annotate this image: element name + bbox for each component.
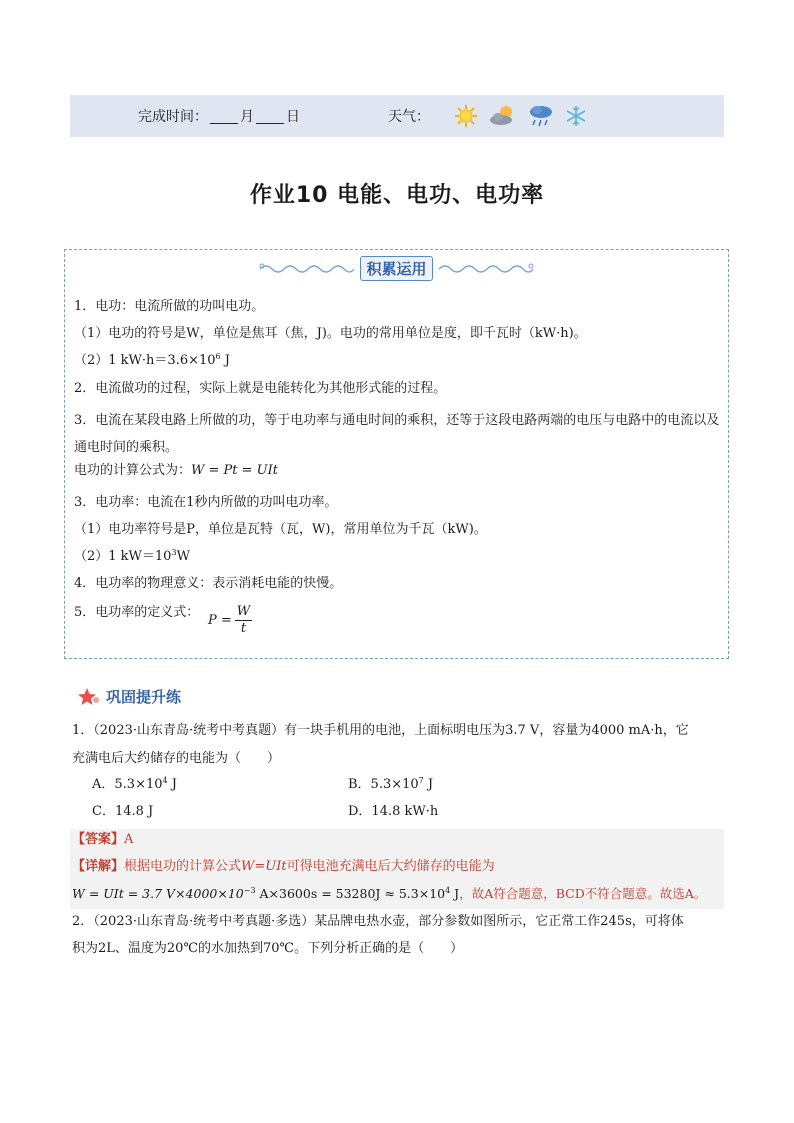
superscript: 7	[418, 776, 424, 785]
option-c[interactable]: C．14.8 J	[92, 804, 154, 819]
fraction	[235, 604, 252, 637]
text-fragment: J	[450, 886, 460, 901]
formula-lhs: P =	[208, 612, 232, 628]
formula: W=UIt	[241, 859, 287, 874]
text-fragment: （2）1 kW·h＝3.6×10	[74, 353, 216, 368]
month-blank[interactable]	[210, 109, 238, 124]
section-heading	[78, 686, 181, 707]
text-fragment: A×3600s = 53280J ≈ 5.3×10	[255, 886, 446, 901]
text-fragment: W	[176, 549, 190, 564]
question-1-stem: 充满电后大约储存的电能为（ ）	[72, 751, 281, 766]
time-label: 完成时间：	[138, 109, 208, 125]
text-fragment: （2）1 kW＝10	[74, 549, 172, 564]
snow-icon[interactable]	[564, 104, 588, 128]
wave-ornament-right-icon	[439, 261, 535, 277]
wave-ornament-left-icon	[258, 261, 354, 277]
text-line	[74, 352, 230, 370]
text-fragment: 可得电池充满电后大约储存的电能为	[286, 859, 495, 874]
month-label: 月	[240, 109, 254, 125]
text-fragment: ，故A符合题意，BCD不符合题意。故选A。	[459, 886, 707, 901]
text-fragment: A．5.3×10	[92, 777, 163, 792]
text-line	[74, 548, 190, 566]
text-line: 3．电功率：电流在1秒内所做的功叫电功率。	[74, 495, 338, 510]
text-fragment: 根据电功的计算公式	[124, 859, 242, 874]
completion-time	[138, 106, 300, 126]
text-line: （1）电功率符号是P，单位是瓦特（瓦，W)，常用单位为千瓦（kW)。	[74, 522, 487, 537]
text-fragment: J	[423, 777, 434, 792]
accumulate-title: 积累运用	[360, 256, 432, 281]
text-fragment: W = UIt = 3.7 V×4000×10	[72, 886, 244, 901]
answer-tag: 【答案】	[72, 832, 125, 847]
text-paragraph: 3．电流在某段电路上所做的功，等于电功率与通电时间的乘积，还等于这段电路两端的电压与电路中的电流以及通电时间的乘积。	[74, 413, 720, 455]
formula: W = Pt = UIt	[191, 463, 278, 478]
partly-cloudy-icon[interactable]	[488, 104, 518, 128]
option-d[interactable]: D．14.8 kW·h	[348, 804, 439, 819]
question-1-stem: 1．（2023·山东青岛·统考中考真题）有一块手机用的电池，上面标明电压为3.7 V，容量为4000 mA·h，它	[72, 723, 689, 738]
weather-label: 天气：	[388, 109, 430, 125]
text-fragment: B．5.3×10	[348, 777, 419, 792]
formula-line	[74, 604, 251, 636]
weather-icons	[454, 103, 588, 129]
superscript: 6	[215, 352, 221, 361]
definition-formula	[208, 604, 252, 637]
detail-tag: 【详解】	[72, 859, 125, 874]
rain-icon[interactable]	[528, 103, 554, 129]
text-fragment: 5．电功率的定义式：	[74, 605, 200, 620]
superscript: 4	[445, 886, 451, 895]
day-blank[interactable]	[256, 109, 284, 124]
question-2-stem: 积为2L、温度为20℃的水加热到70℃。下列分析正确的是（ ）	[72, 941, 464, 956]
fraction-numerator: W	[236, 604, 251, 619]
header-bar	[70, 95, 724, 137]
section-title: 巩固提升练	[106, 688, 182, 706]
text-fragment: 电功的计算公式为：	[74, 463, 192, 478]
star-icon	[78, 687, 100, 707]
text-line: 4．电功率的物理意义：表示消耗电能的快慢。	[74, 576, 343, 591]
weather	[388, 103, 588, 129]
superscript: 3	[171, 548, 177, 557]
text-line: （1）电功的符号是W，单位是焦耳（焦，J)。电功的常用单位是度，即千瓦时（kW·h)。	[74, 326, 587, 341]
option-a[interactable]	[92, 776, 177, 794]
superscript: −3	[243, 886, 256, 895]
day-label: 日	[286, 109, 300, 125]
text-fragment: J	[167, 777, 177, 792]
question-2-stem: 2．（2023·山东青岛·统考中考真题·多选）某品牌电热水壶，部分参数如图所示，它正常工作245s，可将体	[72, 914, 684, 929]
answer-line	[72, 831, 133, 849]
formula-line	[74, 462, 278, 480]
sunny-icon[interactable]	[454, 104, 478, 128]
page-title: 作业10 电能、电功、电功率	[249, 183, 545, 208]
text-line: 2．电流做功的过程，实际上就是电能转化为其他形式能的过程。	[74, 381, 447, 396]
fraction-denominator: t	[240, 621, 247, 636]
answer-value: A	[124, 832, 134, 847]
option-b[interactable]	[348, 776, 433, 794]
detail-calculation	[72, 885, 706, 903]
box-title-row	[65, 256, 728, 281]
superscript: 4	[162, 776, 168, 785]
text-fragment: J	[220, 353, 230, 368]
detail-line	[72, 858, 495, 876]
text-line: 1．电功：电流所做的功叫电功。	[74, 299, 265, 314]
